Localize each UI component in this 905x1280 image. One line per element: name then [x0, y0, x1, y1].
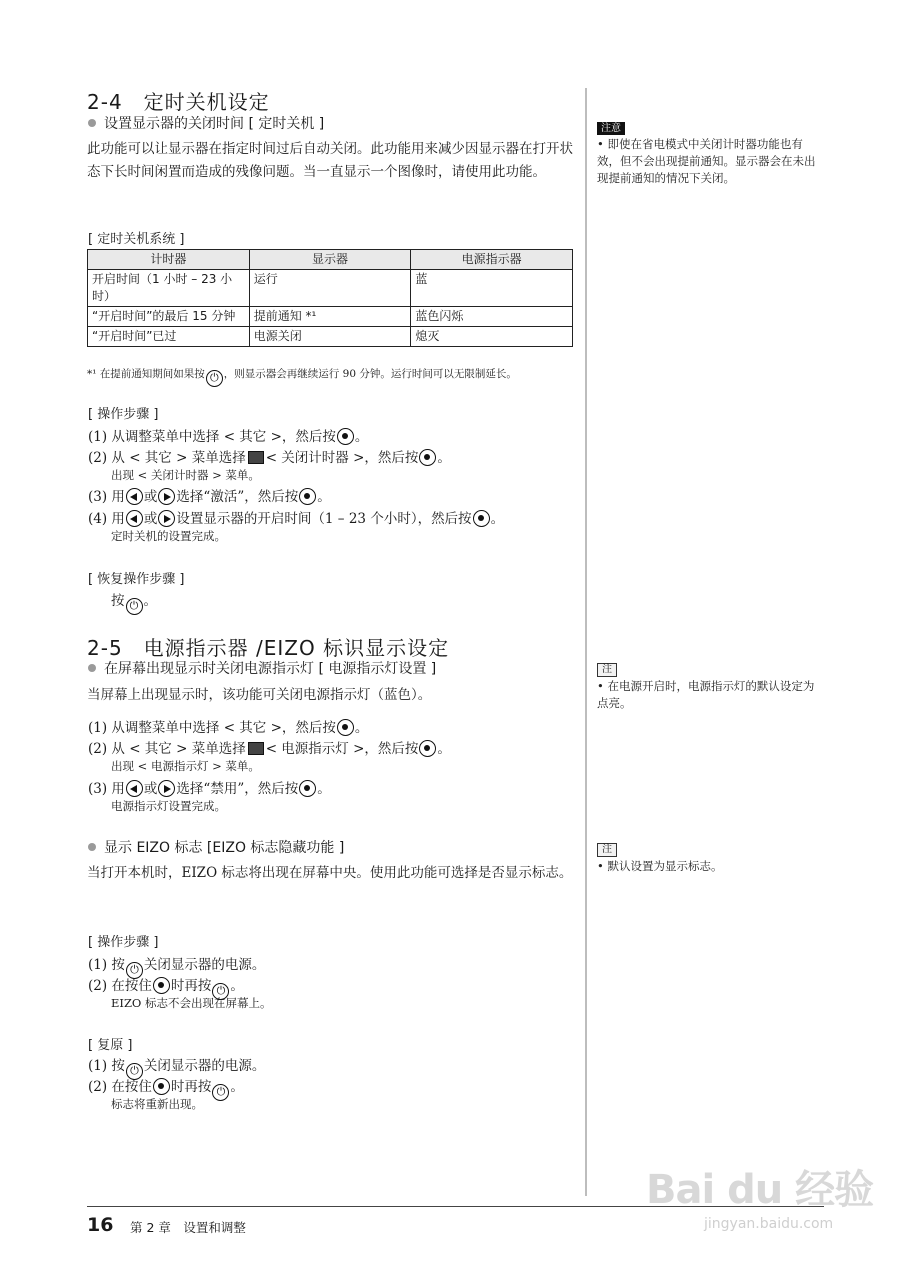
- section-title-timer: 2-4 定时关机设定: [87, 90, 270, 114]
- reset-step-2-sub: 标志将重新出现。: [111, 1097, 203, 1111]
- step-text: 。: [230, 978, 244, 994]
- page-number: 16: [87, 1214, 114, 1236]
- indicator-step-1: [88, 718, 368, 738]
- step-text: < 关闭计时器 >，然后按: [265, 450, 419, 466]
- right-button-icon: [158, 780, 175, 797]
- logo-steps-label: [ 操作步骤 ]: [88, 935, 159, 950]
- enter-button-icon: [473, 510, 490, 527]
- subtitle-text: 在屏幕出现显示时关闭电源指示灯 [ 电源指示灯设置 ]: [104, 661, 437, 677]
- indicator-step-2-sub: 出现 < 电源指示灯 > 菜单。: [111, 759, 260, 773]
- timer-steps-label: [ 操作步骤 ]: [88, 407, 159, 422]
- watermark-url: jingyan.baidu.com: [704, 1216, 834, 1232]
- timer-step-1: [88, 427, 368, 447]
- table-cell: 熄灭: [411, 327, 573, 347]
- power-icon: ⏻: [126, 962, 143, 979]
- timer-table-label: [ 定时关机系统 ]: [88, 232, 185, 247]
- table-cell: “开启时间”已过: [88, 327, 250, 347]
- step-text: 。: [143, 593, 157, 609]
- indicator-note-text: • 在电源开启时，电源指示灯的默认设定为点亮。: [597, 679, 815, 710]
- section-subtitle-indicator: [88, 658, 436, 678]
- table-cell: 开启时间（1 小时 – 23 小时）: [88, 270, 250, 307]
- section-title-indicator: 2-5 电源指示器 /EIZO 标识显示设定: [87, 636, 450, 660]
- power-icon: ⏻: [126, 598, 143, 615]
- section-subtitle-timer: [88, 113, 324, 133]
- bullet-dot-icon: [88, 843, 96, 851]
- restore-step: [111, 591, 157, 615]
- step-text: 。: [437, 741, 451, 757]
- left-button-icon: [126, 510, 143, 527]
- reset-label: [ 复原 ]: [88, 1038, 133, 1053]
- logo-note-text: • 默认设置为显示标志。: [597, 859, 723, 873]
- indicator-menu-icon: [248, 742, 264, 755]
- footnote-text: ，则显示器会再继续运行 90 分钟。运行时间可以无限制延长。: [223, 368, 517, 380]
- table-cell: 蓝: [411, 270, 573, 307]
- power-icon: ⏻: [212, 983, 229, 1000]
- footnote-text: *¹ 在提前通知期间如果按: [87, 368, 205, 380]
- timer-intro-paragraph: 此功能可以让显示器在指定时间过后自动关闭。此功能用来减少因显示器在打开状态下长时间闲置而造成的残像问题。当一直显示一个图像时，请使用此功能。: [87, 141, 573, 180]
- step-text: (2) 在按住: [88, 978, 152, 994]
- note-indicator: [597, 657, 822, 712]
- enter-button-icon: [419, 740, 436, 757]
- enter-button-icon: [299, 780, 316, 797]
- step-text: 。: [317, 781, 331, 797]
- step-text: 关闭显示器的电源。: [143, 957, 266, 973]
- step-text: 按: [111, 593, 125, 609]
- table-row: [88, 327, 573, 347]
- step-text: 。: [437, 450, 451, 466]
- step-text: 选择“禁用”，然后按: [176, 781, 299, 797]
- table-cell: 蓝色闪烁: [411, 307, 573, 327]
- step-text: 或: [143, 781, 158, 797]
- watermark-brand: Bai du 经验: [646, 1167, 874, 1213]
- step-text: 设置显示器的开启时间（1 – 23 个小时），然后按: [176, 511, 472, 527]
- step-text: 。: [230, 1079, 244, 1095]
- note-badge: 注: [597, 663, 617, 677]
- indicator-step-3: [88, 779, 331, 799]
- step-text: (1) 按: [88, 1058, 125, 1074]
- step-text: 或: [143, 489, 158, 505]
- column-divider: [585, 88, 587, 1196]
- logo-intro-paragraph: 当打开本机时，EIZO 标志将出现在屏幕中央。使用此功能可选择是否显示标志。: [87, 865, 573, 881]
- step-text: (1) 从调整菜单中选择 < 其它 >，然后按: [88, 720, 336, 736]
- step-text: (2) 从 < 其它 > 菜单选择: [88, 450, 246, 466]
- step-text: 时再按: [170, 1079, 212, 1095]
- left-button-icon: [126, 780, 143, 797]
- step-text: 关闭显示器的电源。: [143, 1058, 266, 1074]
- bullet-dot-icon: [88, 664, 96, 672]
- power-icon: ⏻: [126, 1063, 143, 1080]
- table-header: 显示器: [249, 250, 411, 270]
- step-text: 。: [490, 511, 505, 527]
- table-row: [88, 307, 573, 327]
- timer-table: [87, 249, 573, 347]
- right-button-icon: [158, 488, 175, 505]
- enter-button-icon: [337, 428, 354, 445]
- step-text: 或: [143, 511, 158, 527]
- timer-step-4: [88, 509, 504, 529]
- table-cell: 提前通知 *¹: [249, 307, 411, 327]
- logo-subtitle: [88, 837, 344, 857]
- table-row: [88, 270, 573, 307]
- timer-step-2: [88, 448, 451, 468]
- enter-button-icon: [337, 719, 354, 736]
- timer-step-2-sub: 出现 < 关闭计时器 > 菜单。: [111, 468, 260, 482]
- step-text: < 电源指示灯 >，然后按: [265, 741, 419, 757]
- left-button-icon: [126, 488, 143, 505]
- subtitle-text: 显示 EIZO 标志 [EIZO 标志隐藏功能 ]: [104, 840, 345, 856]
- enter-button-icon: [419, 449, 436, 466]
- table-cell: 运行: [249, 270, 411, 307]
- step-text: (1) 按: [88, 957, 125, 973]
- enter-button-icon: [153, 1078, 170, 1095]
- note-caution: [597, 116, 822, 187]
- power-icon: ⏻: [206, 370, 223, 387]
- timer-step-4-sub: 定时关机的设置完成。: [111, 529, 226, 543]
- indicator-step-3-sub: 电源指示灯设置完成。: [111, 799, 226, 813]
- step-text: 。: [354, 429, 369, 445]
- note-logo: [597, 837, 822, 875]
- bullet-dot-icon: [88, 119, 96, 127]
- indicator-step-2: [88, 739, 451, 759]
- step-text: (3) 用: [88, 781, 125, 797]
- subtitle-text: 设置显示器的关闭时间 [ 定时关机 ]: [104, 116, 325, 132]
- power-icon: ⏻: [212, 1084, 229, 1101]
- indicator-intro-paragraph: 当屏幕上出现显示时，该功能可关闭电源指示灯（蓝色）。: [87, 687, 432, 703]
- step-text: (1) 从调整菜单中选择 < 其它 >，然后按: [88, 429, 336, 445]
- step-text: 选择“激活”，然后按: [176, 489, 299, 505]
- table-header: 计时器: [88, 250, 250, 270]
- step-text: (2) 在按住: [88, 1079, 152, 1095]
- table-footnote: [87, 366, 517, 387]
- step-text: 时再按: [170, 978, 212, 994]
- table-cell: 电源关闭: [249, 327, 411, 347]
- step-text: (2) 从 < 其它 > 菜单选择: [88, 741, 246, 757]
- step-text: 。: [317, 489, 331, 505]
- timer-menu-icon: [248, 451, 264, 464]
- logo-step-2-sub: EIZO 标志不会出现在屏幕上。: [111, 996, 272, 1010]
- caution-note-text: • 即使在省电模式中关闭计时器功能也有效，但不会出现提前通知。显示器会在未出现提前通知的情况下关闭。: [597, 137, 816, 185]
- step-text: 。: [354, 720, 369, 736]
- table-header-row: [88, 250, 573, 270]
- table-cell: “开启时间”的最后 15 分钟: [88, 307, 250, 327]
- caution-badge: 注意: [597, 122, 625, 135]
- table-header: 电源指示器: [411, 250, 573, 270]
- restore-steps-label: [ 恢复操作步骤 ]: [88, 572, 185, 587]
- chapter-label: 第 2 章 设置和调整: [130, 1220, 246, 1235]
- step-text: (3) 用: [88, 489, 125, 505]
- step-text: (4) 用: [88, 511, 125, 527]
- note-badge: 注: [597, 843, 617, 857]
- timer-step-3: [88, 487, 331, 507]
- enter-button-icon: [299, 488, 316, 505]
- enter-button-icon: [153, 977, 170, 994]
- right-button-icon: [158, 510, 175, 527]
